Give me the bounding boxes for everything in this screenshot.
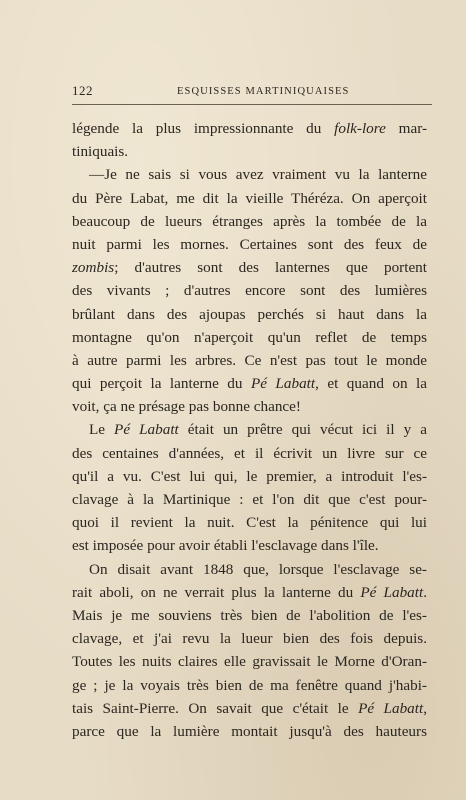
- text-segment: clavage à la Martinique : et l'on dit que c'est pour-: [72, 491, 427, 508]
- text-segment: ge ; je la voyais très bien de ma fenêtre quand j'habi-: [72, 676, 427, 694]
- italic-text: Pé Labatt: [358, 699, 424, 717]
- italic-text: Pé Labatt: [114, 421, 179, 439]
- text-segment: Mais je me souviens très bien de l'abolition de l'es-: [72, 606, 427, 624]
- text-segment: parce que la lumière montait jusqu'à des hauteurs: [72, 722, 427, 740]
- text-line: [72, 187, 427, 210]
- text-line: [72, 395, 427, 418]
- text-line: [72, 720, 427, 743]
- text-segment: tiniquais.: [72, 143, 129, 161]
- text-line: [72, 627, 427, 650]
- text-segment: voit, ça ne présage pas bonne chance!: [72, 398, 301, 416]
- text-line: [72, 117, 427, 140]
- text-line: [72, 372, 427, 395]
- text-line: [72, 210, 427, 233]
- text-line: [72, 163, 427, 186]
- text-line: [72, 511, 427, 534]
- text-segment: clavage, et j'ai revu la lueur bien des fois depuis.: [72, 630, 427, 648]
- text-segment: brûlant dans des ajoupas perchés si haut dans la: [72, 305, 427, 323]
- text-segment: légende la plus impressionnante du: [72, 120, 335, 137]
- text-line: [72, 674, 427, 697]
- running-title: ESQUISSES MARTINIQUAISES: [177, 85, 350, 97]
- text-line: [72, 233, 427, 256]
- text-line: [72, 604, 427, 627]
- text-line: [72, 558, 427, 581]
- text-segment: mar-: [385, 120, 427, 137]
- text-line: [72, 488, 427, 511]
- text-segment: rait aboli, on ne verrait plus la lanterne du: [72, 583, 361, 601]
- text-line: [72, 534, 427, 557]
- text-line: [72, 140, 427, 163]
- text-line: [72, 465, 427, 488]
- text-segment: montagne qu'on n'aperçoit qu'un reflet de temps: [72, 328, 427, 346]
- text-line: [72, 303, 427, 326]
- text-line: [72, 697, 427, 720]
- text-line: [72, 650, 427, 673]
- text-segment: du Père Labat, me dit la vieille Théréza. On aperçoit: [72, 189, 427, 207]
- text-line: [72, 418, 427, 441]
- text-line: [72, 326, 427, 349]
- text-segment: tais Saint-Pierre. On savait que c'était le: [72, 699, 359, 717]
- text-segment: est imposée pour avoir établi l'esclavage dans l'île.: [72, 537, 379, 555]
- text-segment: ; d'autres sont des lanternes que portent: [114, 259, 427, 277]
- text-line: [72, 581, 427, 604]
- text-segment: On disait avant 1848 que, lorsque l'esclavage se-: [89, 560, 427, 578]
- text-segment: des vivants ; d'autres encore sont des lumières: [72, 282, 427, 300]
- running-header: [72, 82, 427, 100]
- text-segment: à autre parmi les arbres. Ce n'est pas tout le monde: [72, 351, 427, 369]
- italic-text: Pé Labatt: [360, 583, 424, 601]
- italic-text: Pé Labatt: [250, 375, 316, 393]
- italic-text: zombis: [72, 259, 115, 277]
- text-line: [72, 279, 427, 302]
- text-segment: ,: [423, 699, 427, 717]
- text-segment: beaucoup de lueurs étranges après la tombée de la: [72, 212, 427, 230]
- header-rule: [72, 104, 432, 105]
- text-segment: , et quand on la: [315, 375, 427, 393]
- text-line: [72, 349, 427, 372]
- text-segment: Le: [89, 421, 115, 439]
- text-segment: des centaines d'années, et il écrivit un livre sur ce: [72, 444, 427, 462]
- text-line: [72, 442, 427, 465]
- text-line: [72, 256, 427, 279]
- text-segment: —Je ne sais si vous avez vraiment vu la lanterne: [89, 166, 427, 184]
- text-segment: qu'il a vu. C'est lui qui, le premier, a introduit l'es-: [72, 467, 427, 485]
- text-segment: nuit parmi les mornes. Certaines sont des feux de: [72, 235, 427, 253]
- italic-text: folk-lore: [334, 120, 386, 137]
- text-segment: était un prêtre qui vécut ici il y a: [178, 421, 427, 439]
- text-segment: qui perçoit la lanterne du: [72, 375, 251, 393]
- text-segment: Toutes les nuits claires elle gravissait le Morne d'Oran-: [72, 653, 427, 671]
- text-segment: quoi il revient la nuit. C'est la pénitence qui lui: [72, 514, 427, 532]
- text-segment: .: [423, 583, 427, 601]
- page-number: 122: [72, 83, 93, 98]
- body-text: [72, 117, 427, 743]
